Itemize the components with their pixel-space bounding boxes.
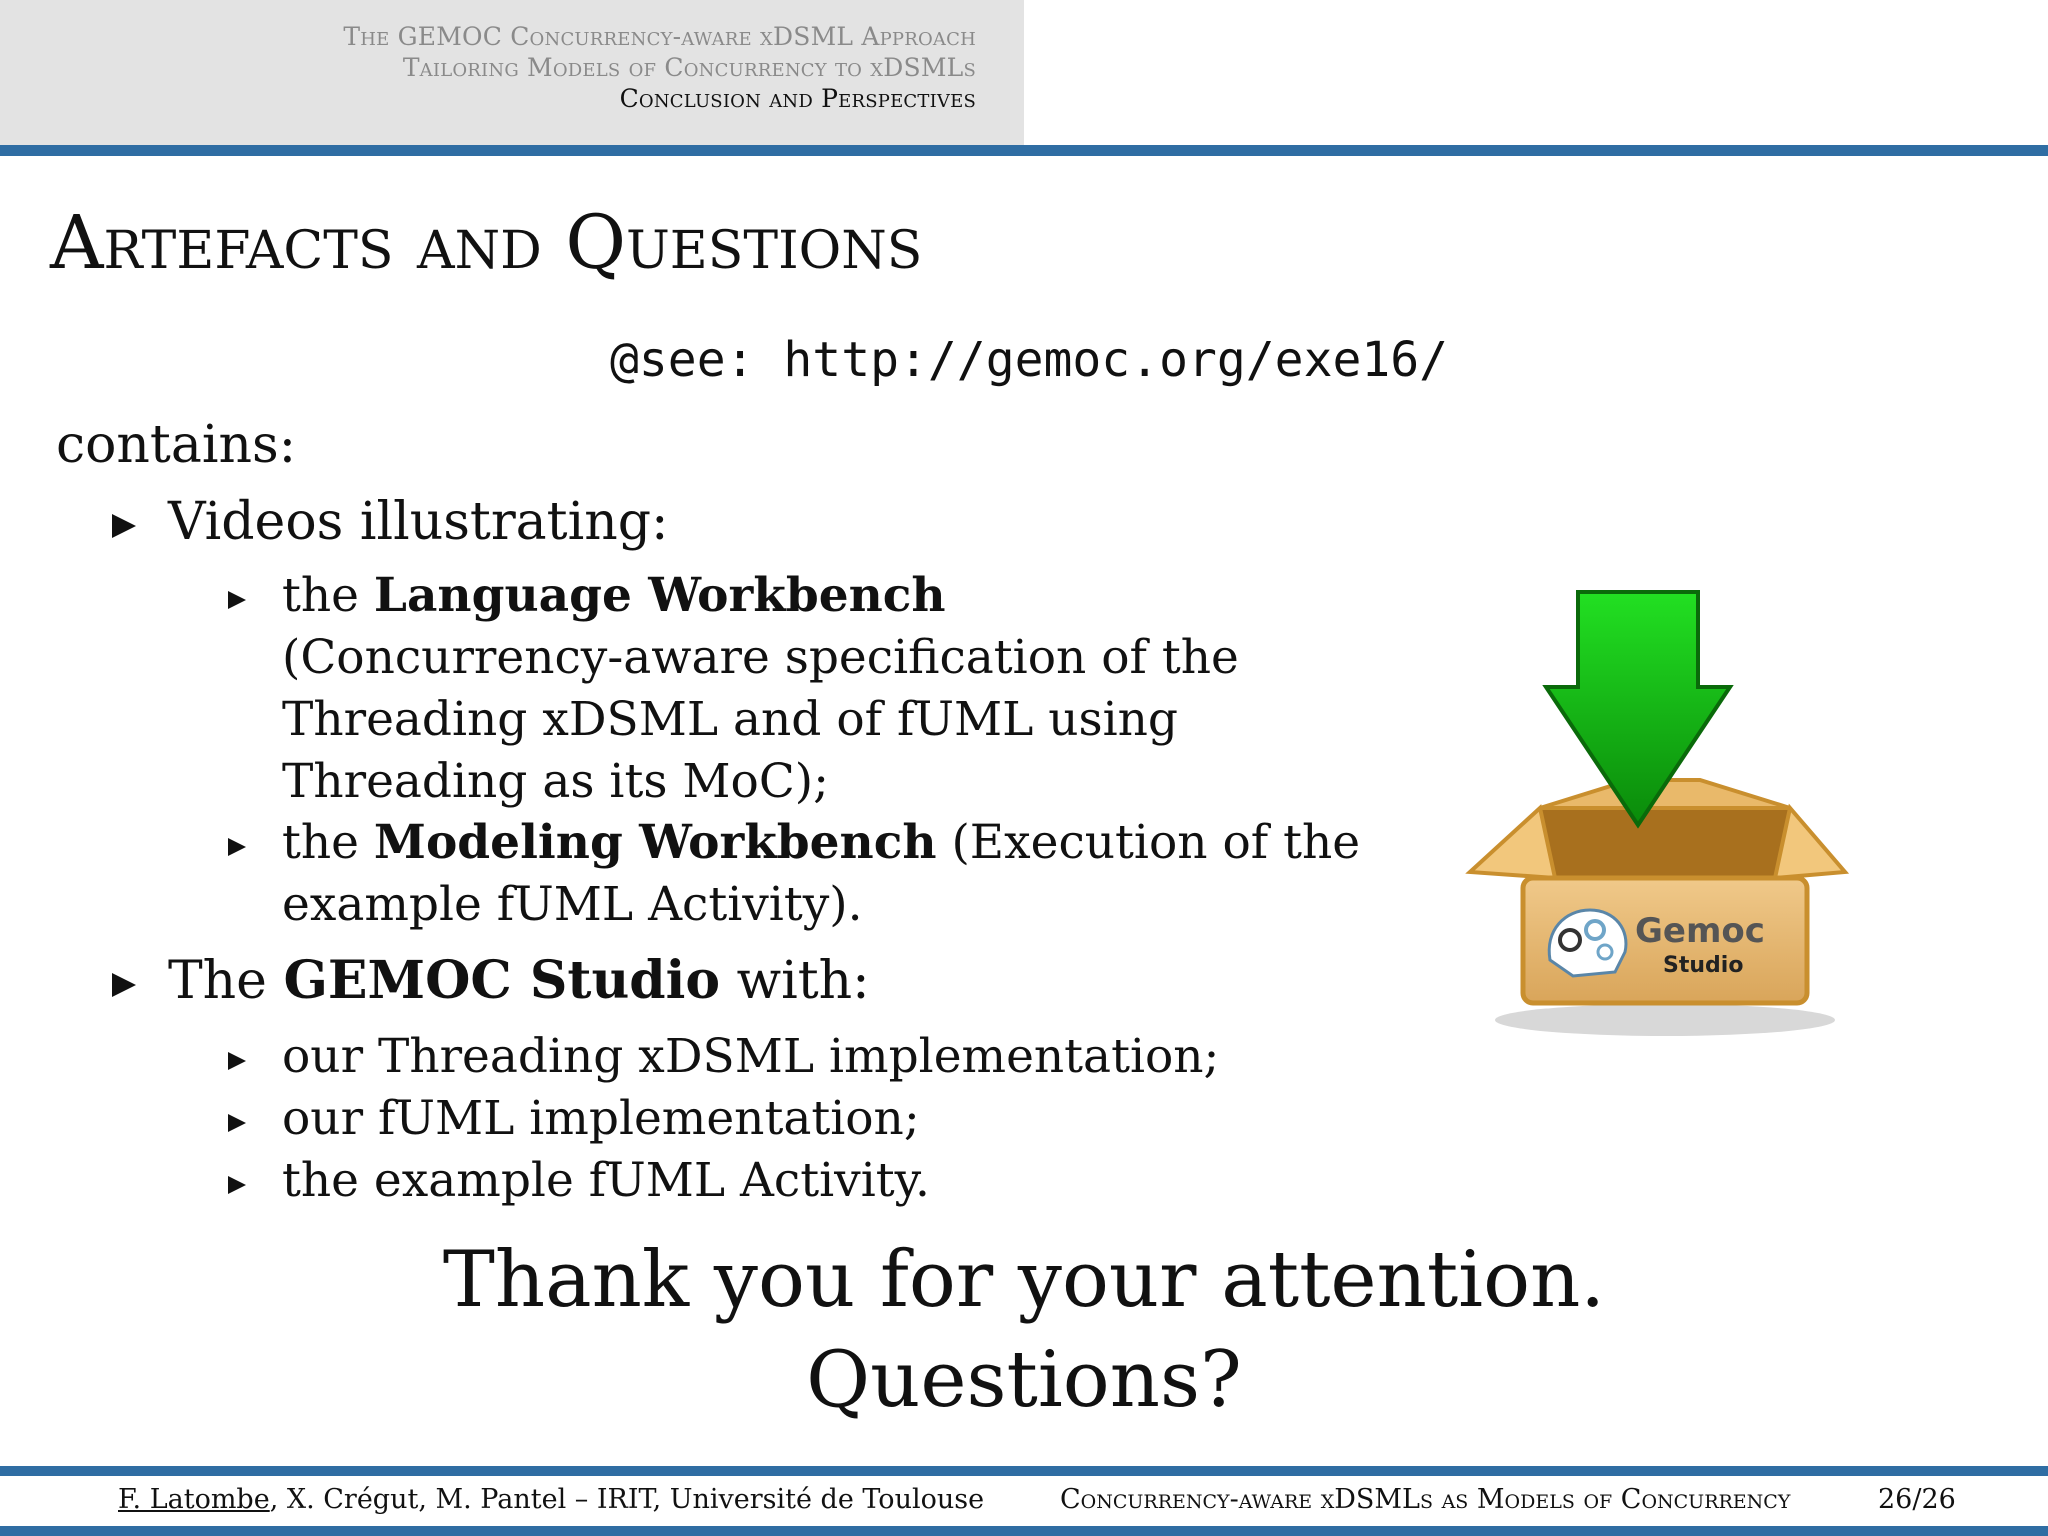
footer-rule: [0, 1526, 2048, 1536]
contains-label: contains:: [56, 415, 297, 475]
see-prefix: @see:: [610, 332, 755, 388]
footer-authors-rest: , X. Crégut, M. Pantel – IRIT, Université de Toulouse: [269, 1484, 985, 1515]
footer-talk-title: Concurrency-aware xDSMLs as Models of Concurrency: [1060, 1484, 1791, 1515]
subitem-continuation: Threading as its MoC);: [282, 754, 829, 809]
closing-questions: Questions?: [806, 1335, 1242, 1425]
footer-author-link[interactable]: F. Latombe: [118, 1484, 270, 1515]
logo-subtext: Studio: [1663, 953, 1744, 978]
subitem-example-activity: the example fUML Activity.: [282, 1153, 930, 1208]
bullet-triangle-icon: [112, 973, 136, 997]
subitem-continuation: Threading xDSML and of fUML using: [282, 692, 1179, 747]
subitem-fuml-impl: our fUML implementation;: [282, 1091, 920, 1146]
subitem-post: (Execution of the: [936, 815, 1361, 870]
subitem-continuation: (Concurrency-aware specification of the: [282, 630, 1239, 685]
item-pre: The: [168, 951, 284, 1011]
subitem-bold: Language Workbench: [373, 568, 946, 623]
logo-text: Gemoc: [1635, 911, 1765, 951]
subitem-continuation: example fUML Activity).: [282, 877, 863, 932]
list-item-videos: Videos illustrating:: [168, 492, 669, 552]
subitem-modeling-workbench: [282, 815, 1360, 870]
subitem-pre: the: [282, 568, 374, 623]
see-line: [610, 332, 1448, 388]
subitem-language-workbench: [282, 568, 946, 623]
bullet-triangle-icon: [228, 591, 246, 609]
nav-section-1[interactable]: The GEMOC Concurrency-aware xDSML Approach: [343, 22, 976, 51]
bullet-triangle-icon: [112, 514, 136, 538]
bullet-triangle-icon: [228, 838, 246, 856]
subitem-threading-impl: our Threading xDSML implementation;: [282, 1029, 1220, 1084]
bullet-triangle-icon: [228, 1176, 246, 1194]
download-box-icon: [1455, 580, 1875, 1060]
item-bold: GEMOC Studio: [283, 950, 721, 1011]
closing-thanks: Thank you for your attention.: [442, 1235, 1606, 1325]
header-rule: [0, 145, 2048, 156]
footer-page-number: 26/26: [1878, 1484, 1956, 1515]
frame-title: Artefacts and Questions: [50, 200, 923, 286]
see-url-link[interactable]: http://gemoc.org/exe16/: [783, 332, 1449, 388]
item-post: with:: [720, 951, 870, 1011]
subitem-pre: the: [282, 815, 374, 870]
subitem-bold: Modeling Workbench: [373, 815, 937, 870]
nav-section-2[interactable]: Tailoring Models of Concurrency to xDSMLs: [402, 53, 976, 82]
nav-section-current[interactable]: Conclusion and Perspectives: [619, 84, 976, 113]
bullet-triangle-icon: [228, 1052, 246, 1070]
footer-authors: [118, 1484, 984, 1515]
footer-rule: [0, 1466, 2048, 1476]
list-item-gemoc-studio: [168, 950, 870, 1011]
section-navigation: [0, 0, 1024, 145]
bullet-triangle-icon: [228, 1114, 246, 1132]
